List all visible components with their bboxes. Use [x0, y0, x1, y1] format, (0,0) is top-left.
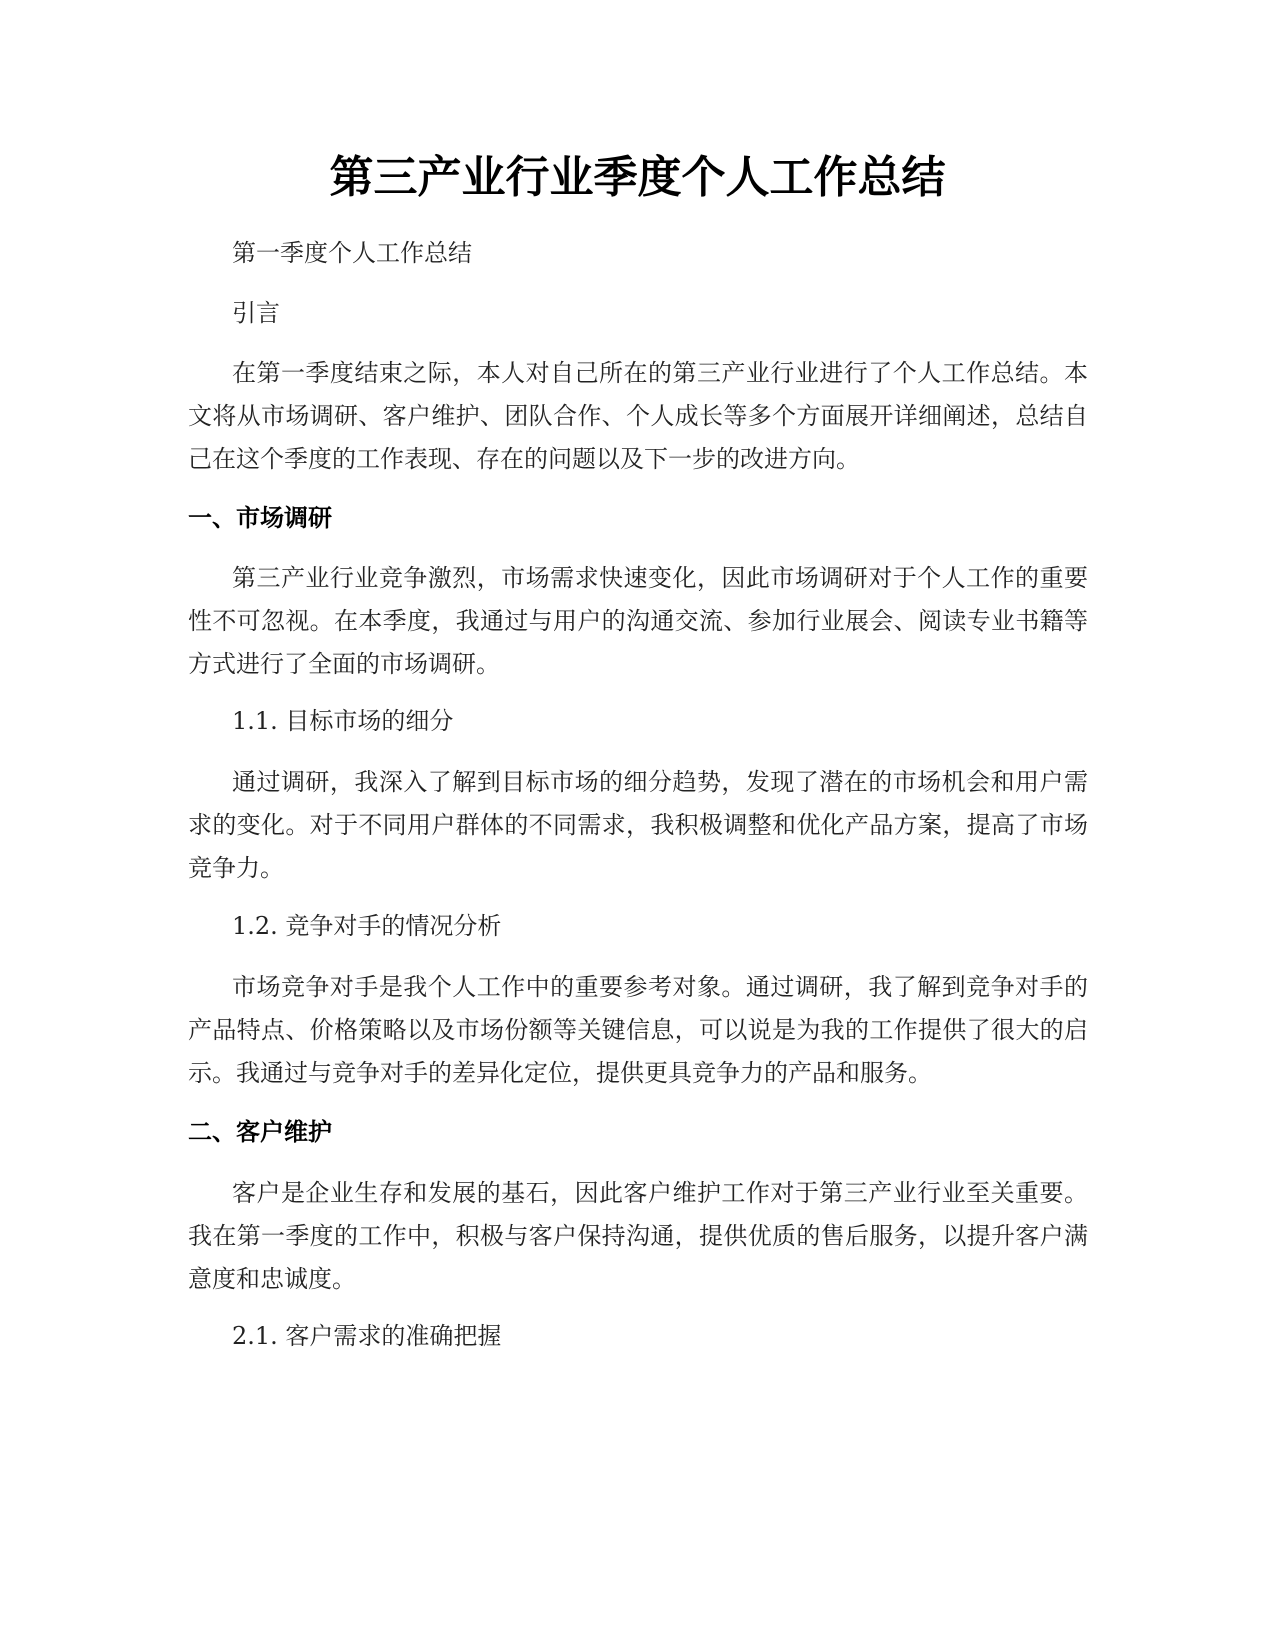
section2-sub1-heading: 2.1. 客户需求的准确把握	[232, 1322, 502, 1350]
section1-paragraph: 第三产业行业竞争激烈，市场需求快速变化，因此市场调研对于个人工作的重要性不可忽视。在本季度，我通过与用户的沟通交流、参加行业展会、阅读专业书籍等方式进行了全面的市场调研。	[188, 564, 1088, 678]
section2-paragraph: 客户是企业生存和发展的基石，因此客户维护工作对于第三产业行业至关重要。我在第一季度的工作中，积极与客户保持沟通，提供优质的售后服务，以提升客户满意度和忠诚度。	[188, 1179, 1088, 1293]
section1-sub2-paragraph: 市场竞争对手是我个人工作中的重要参考对象。通过调研，我了解到竞争对手的产品特点、价格策略以及市场份额等关键信息，可以说是为我的工作提供了很大的启示。我通过与竞争对手的差异化定位，提供更具竞争力的产品和服务。	[188, 973, 1088, 1087]
section2-heading: 二、客户维护	[188, 1118, 332, 1146]
document-title: 第三产业行业季度个人工作总结	[329, 152, 946, 203]
intro-label: 引言	[232, 299, 280, 327]
intro-paragraph: 在第一季度结束之际，本人对自己所在的第三产业行业进行了个人工作总结。本文将从市场调研、客户维护、团队合作、个人成长等多个方面展开详细阐述，总结自己在这个季度的工作表现、存在的问题以及下一步的改进方向。	[188, 359, 1088, 473]
section1-sub1-paragraph: 通过调研，我深入了解到目标市场的细分趋势，发现了潜在的市场机会和用户需求的变化。对于不同用户群体的不同需求，我积极调整和优化产品方案，提高了市场竞争力。	[188, 768, 1088, 882]
section1-sub2-heading: 1.2. 竞争对手的情况分析	[232, 912, 502, 940]
section1-sub1-heading: 1.1. 目标市场的细分	[232, 707, 454, 735]
section1-heading: 一、市场调研	[188, 504, 332, 532]
document-subtitle: 第一季度个人工作总结	[232, 239, 472, 267]
